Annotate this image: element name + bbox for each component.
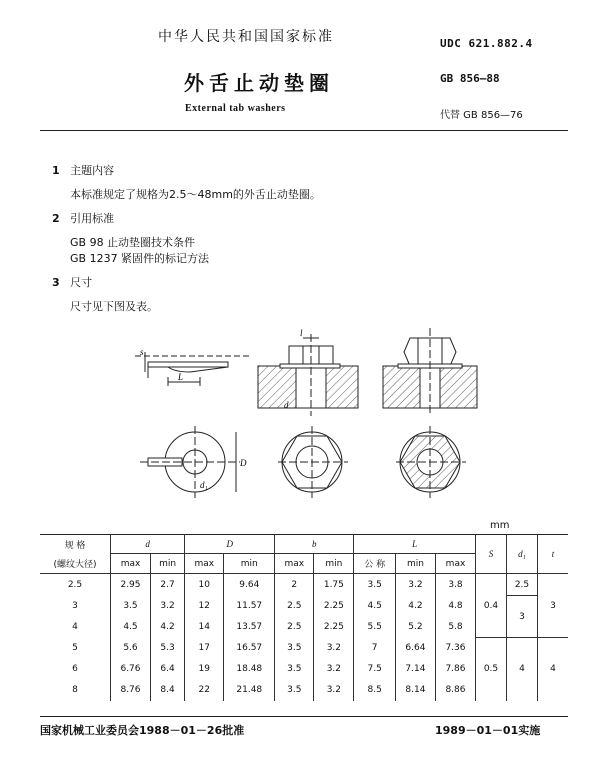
washer-drawings	[0, 320, 600, 520]
table-row	[40, 574, 568, 596]
table-cell: 3.5	[275, 638, 314, 659]
table-cell: 2.25	[314, 596, 354, 617]
table-cell: 19	[185, 659, 224, 680]
table-cell: 18.48	[224, 659, 275, 680]
table-cell: 13.57	[224, 617, 275, 638]
table-cell: 7.86	[435, 659, 475, 680]
S-group-2: 0.5	[476, 638, 507, 701]
table-cell: 8	[40, 680, 111, 701]
D-dimension-label: D	[240, 458, 247, 468]
table-cell: 6.64	[395, 638, 435, 659]
d1-value-3: 4	[507, 638, 538, 701]
table-cell: 22	[185, 680, 224, 701]
table-cell: 6.4	[151, 659, 185, 680]
table-cell: 11.57	[224, 596, 275, 617]
table-cell: 3.5	[354, 574, 396, 596]
table-cell: 2.7	[151, 574, 185, 596]
table-cell: 3.2	[314, 659, 354, 680]
reference-gb1237: GB 1237 紧固件的标记方法	[70, 252, 210, 265]
header-S: S	[476, 535, 507, 574]
section-3-heading: 3 尺寸	[52, 276, 93, 289]
table-cell: 8.5	[354, 680, 396, 701]
table-cell: 21.48	[224, 680, 275, 701]
S-group-1: 0.4	[476, 574, 507, 638]
header-d: d	[111, 535, 185, 554]
table-cell: 2.25	[314, 617, 354, 638]
reference-gb98: GB 98 止动垫圈技术条件	[70, 236, 196, 249]
table-cell: 4.5	[354, 596, 396, 617]
d1-dimension-label: d₁	[200, 480, 208, 490]
table-cell: 3.2	[395, 574, 435, 596]
table-cell: 7.36	[435, 638, 475, 659]
table-cell: 2	[275, 574, 314, 596]
header-d-max: max	[111, 554, 151, 574]
table-cell: 3.5	[275, 659, 314, 680]
table-cell: 14	[185, 617, 224, 638]
d1-value-1: 2.5	[507, 574, 538, 596]
issuing-body: 中华人民共和国国家标准	[158, 29, 334, 45]
table-cell: 4.5	[111, 617, 151, 638]
footer-rule	[40, 716, 568, 717]
washer-plan-view	[140, 426, 247, 498]
table-cell: 5.6	[111, 638, 151, 659]
header-L-min: min	[395, 554, 435, 574]
table-cell: 5	[40, 638, 111, 659]
section-1-text: 本标准规定了规格为2.5～48mm的外舌止动垫圈。	[70, 188, 321, 201]
standard-number: GB 856—88	[440, 72, 500, 85]
table-cell: 3	[40, 596, 111, 617]
d1-value-2: 3	[507, 596, 538, 638]
header-L-nominal: 公 称	[354, 554, 396, 574]
nut-plan-view-2	[396, 426, 466, 498]
washer-side-view	[135, 347, 250, 386]
english-title: External tab washers	[185, 103, 286, 114]
table-cell: 2.5	[40, 574, 111, 596]
table-cell: 3.2	[151, 596, 185, 617]
table-cell: 2.5	[275, 596, 314, 617]
d-dimension-label: d	[284, 400, 289, 410]
header-D-min: min	[224, 554, 275, 574]
table-cell: 8.76	[111, 680, 151, 701]
assembly-section-left	[258, 328, 358, 416]
t-group-1: 3	[550, 600, 556, 611]
nut-plan-view-1	[278, 426, 348, 498]
table-cell: 4	[40, 617, 111, 638]
table-cell: 8.86	[435, 680, 475, 701]
table-cell: 2.5	[275, 617, 314, 638]
effective-date: 1989－01－01实施	[435, 724, 541, 737]
section-1-heading: 1 主题内容	[52, 164, 115, 177]
table-row	[40, 638, 568, 659]
table-cell: 4.2	[151, 617, 185, 638]
table-cell: 3.5	[111, 596, 151, 617]
t-group-2: 4	[538, 638, 569, 701]
header-b-max: max	[275, 554, 314, 574]
table-cell: 16.57	[224, 638, 275, 659]
table-cell: 17	[185, 638, 224, 659]
table-cell: 8.4	[151, 680, 185, 701]
table-cell: 5.8	[435, 617, 475, 638]
section-3-text: 尺寸见下图及表。	[70, 300, 158, 313]
table-cell: 7.14	[395, 659, 435, 680]
table-cell: 6	[40, 659, 111, 680]
header-D-max: max	[185, 554, 224, 574]
assembly-section-right	[383, 328, 477, 416]
header-d-min: min	[151, 554, 185, 574]
header-spec-sub: (螺纹大径)	[40, 554, 111, 574]
replaces-standard: 代替 GB 856—76	[440, 110, 523, 121]
L-dimension-label: L	[178, 372, 184, 382]
table-cell: 4.8	[435, 596, 475, 617]
table-cell: 5.5	[354, 617, 396, 638]
udc-code: UDC 621.882.4	[440, 37, 533, 50]
header-spec: 规 格	[40, 535, 111, 554]
table-cell: 10	[185, 574, 224, 596]
header-L-max: max	[435, 554, 475, 574]
s-dimension-label: s	[140, 347, 144, 357]
section-2-heading: 2 引用标准	[52, 212, 115, 225]
header-t: t	[538, 535, 569, 574]
table-cell: 4.2	[395, 596, 435, 617]
header-b: b	[275, 535, 354, 554]
table-cell: 2.95	[111, 574, 151, 596]
table-cell: 9.64	[224, 574, 275, 596]
table-cell: 8.14	[395, 680, 435, 701]
l-dimension-label: l	[300, 328, 303, 338]
approval-date: 国家机械工业委员会1988－01－26批准	[40, 724, 245, 737]
table-cell: 7.5	[354, 659, 396, 680]
header-d1: d₁	[507, 535, 538, 574]
table-cell: 3.2	[314, 680, 354, 701]
table-cell: 3.5	[275, 680, 314, 701]
header-b-min: min	[314, 554, 354, 574]
table-cell: 3.8	[435, 574, 475, 596]
table-cell: 7	[354, 638, 396, 659]
table-cell: 3.2	[314, 638, 354, 659]
table-cell: 6.76	[111, 659, 151, 680]
document-title: 外舌止动垫圈	[184, 71, 334, 95]
dimension-table	[40, 534, 568, 701]
unit-label: mm	[490, 520, 510, 531]
table-cell: 1.75	[314, 574, 354, 596]
table-cell: 5.3	[151, 638, 185, 659]
table-cell: 5.2	[395, 617, 435, 638]
header-D: D	[185, 535, 275, 554]
table-cell: 12	[185, 596, 224, 617]
header-rule	[40, 130, 568, 131]
header-L: L	[354, 535, 476, 554]
